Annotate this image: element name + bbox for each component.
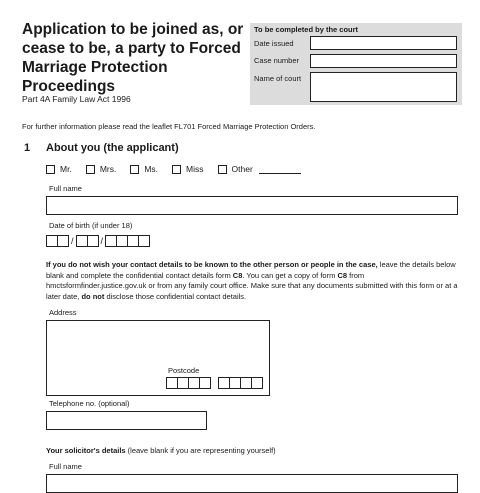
title-option-label: Other [231,164,253,174]
title-option-mrs[interactable] [86,164,117,174]
full-name-label: Full name [49,184,82,193]
form-title: Application to be joined as, or cease to be, a party to Forced Marriage Protection Proceedings [22,21,244,95]
title-option-label: Miss [186,164,204,174]
checkbox[interactable] [86,165,95,174]
postcode-field [166,377,262,389]
confidential-contact-paragraph [46,260,464,302]
checkbox[interactable] [172,165,181,174]
dob-separator: / [71,236,74,246]
date-issued-field[interactable] [310,36,457,50]
court-box-heading: To be completed by the court [254,25,359,34]
address-label: Address [49,308,77,317]
checkbox[interactable] [46,165,55,174]
other-title-line[interactable] [259,165,301,174]
title-option-mr[interactable] [46,164,72,174]
section-number: 1 [24,142,31,154]
telephone-label: Telephone no. (optional) [49,399,130,408]
para-form-ref: C8 [232,270,243,280]
postcode-gap [210,377,218,389]
checkbox[interactable] [130,165,139,174]
name-of-court-field[interactable] [310,72,457,102]
postcode-label: Postcode [168,366,200,375]
case-number-field[interactable] [310,54,457,68]
para-form-ref: C8 [337,270,348,280]
solicitor-heading [46,446,276,455]
title-option-miss[interactable] [172,164,203,174]
solicitor-heading-bold: Your solicitor's details [46,446,126,455]
title-option-label: Mr. [60,164,72,174]
dob-year-digit[interactable] [138,235,150,247]
solicitor-full-name-field[interactable] [46,474,458,493]
title-options [46,164,315,174]
date-issued-label: Date issued [254,39,294,48]
dob-month-digit[interactable] [87,235,99,247]
title-option-ms[interactable] [130,164,158,174]
solicitor-heading-note: (leave blank if you are representing yourself) [125,446,276,455]
title-option-other[interactable] [218,164,301,174]
telephone-field[interactable] [46,411,207,430]
dob-separator: / [100,236,104,246]
checkbox[interactable] [218,165,227,174]
dob-label: Date of birth (if under 18) [49,221,133,230]
case-number-label: Case number [254,56,300,65]
name-of-court-label: Name of court [254,74,302,83]
dob-day-digit[interactable] [57,235,69,247]
para-do-not: do not [81,291,105,301]
para-text: . You can get a copy of form [242,270,338,280]
section-title: About you (the applicant) [46,142,179,154]
para-text: disclose those confidential contact details. [104,291,247,301]
para-text: leave the details below blank and complete the confidential contact details form [46,260,456,280]
para-text: from hmctsformfinder.justice.gov.uk or from any family court office. Make sure that any documents submitted with this form or at a later date, [46,270,458,301]
postcode-char[interactable] [251,377,263,389]
solicitor-full-name-label: Full name [49,462,82,471]
form-subtitle: Part 4A Family Law Act 1996 [22,94,131,104]
dob-field [46,235,149,247]
para-bold-lead: If you do not wish your contact details to be known to the other person or people in the case, [46,260,378,269]
title-option-label: Mrs. [99,164,117,174]
title-option-label: Ms. [144,164,159,174]
info-line: For further information please read the leaflet FL701 Forced Marriage Protection Orders. [22,122,316,131]
full-name-field[interactable] [46,196,458,215]
